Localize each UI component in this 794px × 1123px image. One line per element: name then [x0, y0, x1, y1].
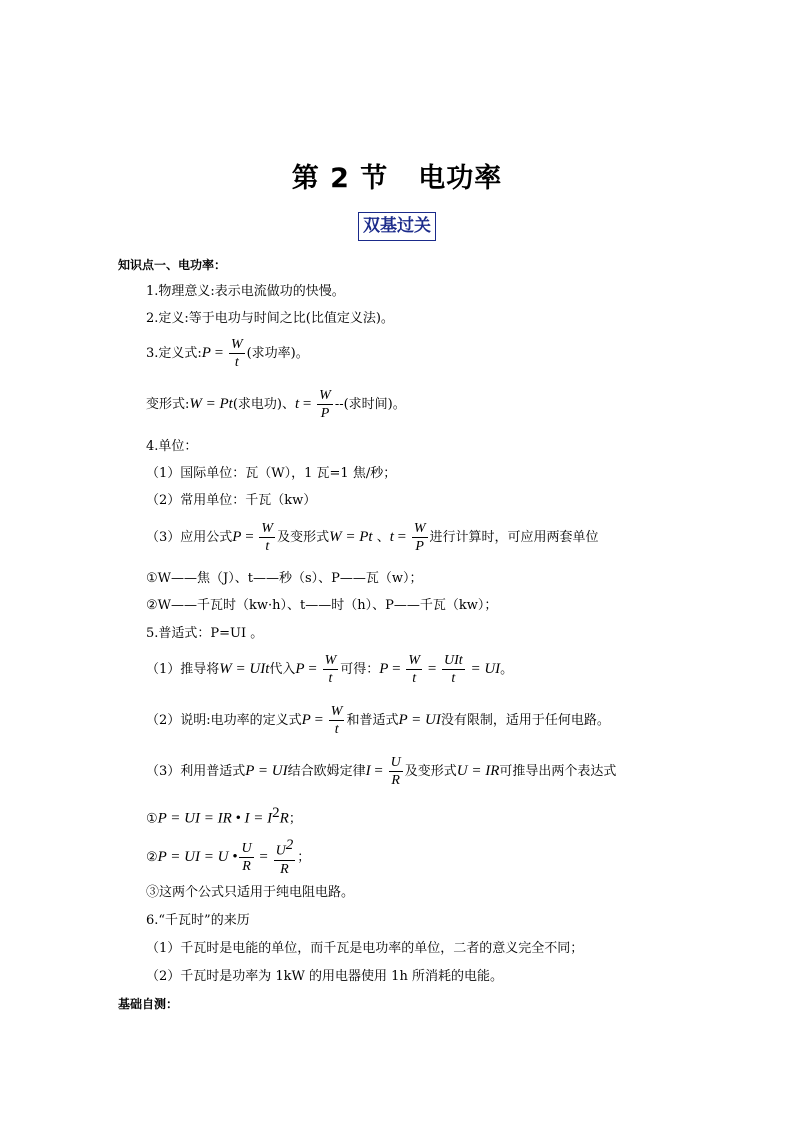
text-line: 5.普适式：P=UI 。	[146, 626, 264, 641]
math-op: =	[393, 529, 410, 545]
text-fragment: 3.定义式:	[146, 346, 202, 361]
math-var: I	[365, 763, 371, 779]
text-fragment: 及变形式	[277, 530, 330, 545]
formula-line-variants	[146, 387, 406, 422]
formula-line-expr1	[146, 805, 302, 827]
text-fragment: （1）推导将	[146, 662, 220, 677]
math-expr: P = UI	[245, 763, 288, 779]
math-op: =	[210, 345, 227, 361]
text-fragment: 及变形式	[404, 764, 457, 779]
self-test-heading: 基础自测：	[118, 997, 179, 1011]
math-var: t	[389, 529, 394, 545]
numerator: UIt	[444, 653, 463, 668]
denominator: R	[391, 773, 400, 788]
fraction	[229, 336, 245, 371]
text-fragment: 进行计算时，可应用两套单位	[429, 530, 599, 545]
math-expr: P = UI = IR • I = I	[157, 810, 273, 827]
fraction	[259, 520, 275, 555]
math-var: P	[379, 661, 389, 677]
numerator: W	[324, 653, 337, 668]
text-fragment: 变形式:	[146, 397, 190, 412]
text-fragment: 可推导出两个表达式	[499, 764, 617, 779]
denominator: t	[451, 671, 456, 686]
text-line: 6.“千瓦时”的来历	[146, 913, 250, 928]
text-fragment: （3）利用普适式	[146, 764, 246, 779]
text-line: ①W——焦（J）、t——秒（s）、P——瓦（w）；	[146, 571, 423, 586]
text-line: 4.单位：	[146, 439, 198, 454]
math-var: U	[275, 843, 286, 859]
text-line: ③这两个公式只适用于纯电阻电路。	[146, 885, 355, 900]
text-fragment: ；	[297, 849, 311, 865]
text-line: 2.定义:等于电功与时间之比(比值定义法)。	[146, 311, 394, 326]
text-fragment: 和普适式	[346, 713, 399, 728]
denominator: R	[280, 861, 289, 877]
math-op: =	[304, 661, 321, 677]
text-line: （1）千瓦时是电能的单位，而千瓦是电功率的单位，二者的意义完全不同；	[146, 941, 584, 956]
fraction	[239, 840, 253, 875]
text-line: （1）国际单位：瓦（W），1 瓦=1 焦/秒；	[146, 466, 397, 481]
formula-line-definition	[146, 336, 309, 371]
denominator: t	[234, 355, 239, 370]
text-fragment: 、	[372, 530, 390, 545]
text-fragment: 。	[500, 662, 514, 677]
section-badge: 双基过关	[358, 212, 436, 241]
math-op: =	[388, 661, 405, 677]
math-var: P	[295, 661, 305, 677]
text-fragment: ②	[146, 849, 158, 865]
math-op: =	[255, 848, 272, 865]
math-expr: P = UI	[398, 712, 441, 728]
fraction	[389, 754, 403, 789]
numerator: W	[230, 337, 243, 352]
formula-line-expr2	[146, 837, 310, 878]
knowledge-point-heading: 知识点一、电功率：	[118, 258, 227, 272]
denominator: P	[415, 539, 424, 554]
text-fragment: 结合欧姆定律	[287, 764, 366, 779]
math-var: P	[232, 529, 242, 545]
numerator: W	[319, 388, 331, 403]
text-fragment: (求电功)、	[232, 397, 295, 412]
page-title	[0, 156, 794, 195]
fraction	[406, 652, 422, 687]
numerator: W	[330, 704, 343, 719]
math-expr: W = Pt	[329, 529, 373, 545]
math-expr: W = UIt	[219, 661, 270, 677]
text-fragment: 代入	[269, 662, 296, 677]
numerator: W	[413, 521, 426, 536]
text-fragment: --(求时间)。	[334, 397, 406, 412]
formula-line-units	[146, 520, 599, 555]
math-expr: P = UI = U •	[157, 848, 238, 865]
denominator: t	[328, 671, 333, 686]
section-name: 电功率	[418, 163, 503, 194]
formula-line-derivation	[146, 652, 513, 687]
numerator: W	[261, 521, 274, 536]
numerator	[274, 837, 296, 861]
numerator: U	[390, 755, 401, 770]
text-fragment: ；	[288, 811, 302, 827]
fraction	[274, 837, 296, 878]
fraction	[329, 703, 345, 738]
section-number: 第 2 节	[291, 163, 389, 194]
math-var: R	[279, 810, 289, 827]
math-expr: = UI	[466, 661, 501, 677]
math-op: =	[299, 396, 316, 412]
text-line: （2）千瓦时是功率为 1kW 的用电器使用 1h 所消耗的电能。	[146, 969, 503, 984]
numerator: W	[408, 653, 421, 668]
math-var: t	[295, 396, 300, 412]
text-fragment: （2）说明:电功率的定义式	[146, 713, 302, 728]
math-expr: U = IR	[456, 763, 500, 779]
denominator: P	[320, 406, 330, 421]
math-expr: W = Pt	[189, 396, 233, 412]
math-op: =	[310, 712, 327, 728]
text-fragment: （3）应用公式	[146, 530, 233, 545]
fraction	[442, 652, 465, 687]
denominator: R	[242, 858, 251, 874]
text-fragment: 没有限制，适用于任何电路。	[440, 713, 610, 728]
fraction	[323, 652, 339, 687]
text-line: ②W——千瓦时（kw·h）、t——时（h）、P——千瓦（kw）；	[146, 598, 498, 613]
text-fragment: 可得：	[340, 662, 380, 677]
denominator: t	[334, 722, 339, 737]
formula-line-ohm	[146, 754, 616, 789]
text-line: 1.物理意义:表示电流做功的快慢。	[146, 284, 345, 299]
math-op: =	[424, 661, 441, 677]
exponent: 2	[272, 805, 280, 821]
fraction	[317, 387, 333, 422]
exponent: 2	[285, 837, 294, 853]
math-var: P	[201, 345, 211, 361]
math-op: =	[370, 763, 387, 779]
text-fragment: (求功率)。	[246, 346, 309, 361]
math-op: =	[241, 529, 258, 545]
denominator: t	[265, 539, 270, 554]
numerator: U	[241, 840, 252, 856]
text-fragment: ①	[146, 811, 158, 827]
fraction	[412, 520, 428, 555]
math-var: P	[301, 712, 311, 728]
denominator: t	[412, 671, 417, 686]
formula-line-explanation	[146, 703, 610, 738]
text-line: （2）常用单位：千瓦（kw）	[146, 493, 317, 508]
